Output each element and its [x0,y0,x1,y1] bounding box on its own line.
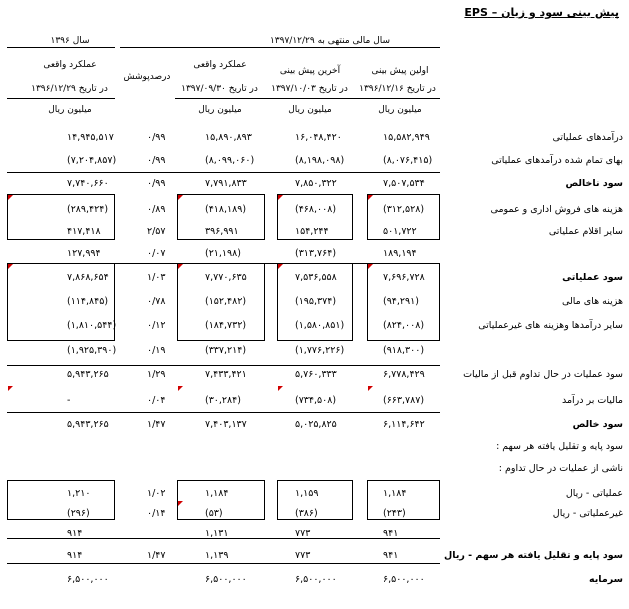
cell-c2: ۶,۵۰۰,۰۰۰ [295,574,337,585]
cell-c1: ۱۵,۵۸۲,۹۴۹ [383,132,430,143]
col1-header-line2: در تاریخ ۱۳۹۶/۱۲/۱۶ [359,84,436,94]
cell-c5: (۱,۸۱۰,۵۴۴) [67,320,117,331]
cell-c3: ۷,۷۷۰,۶۳۵ [205,272,247,283]
header-rule [7,98,115,99]
unit-label: میلیون ریال [378,105,422,115]
cell-c3: ۱,۱۸۴ [205,488,229,499]
cell-c5: ۵,۹۴۳,۲۶۵ [67,369,109,380]
cell-c5: ۷,۷۴۰,۶۶۰ [67,178,109,189]
cell-c4: ۱/۴۷ [147,550,166,561]
cell-c5: ۱۴,۹۴۵,۵۱۷ [67,132,114,143]
cell-c4: ۰/۰۷ [147,248,166,259]
cell-c3: ۱,۱۳۹ [205,550,229,561]
cell-c4: ۰/۹۹ [147,155,166,166]
col5-header-line2: در تاریخ ۱۳۹۶/۱۲/۲۹ [31,84,108,94]
table-row [0,504,629,524]
unit-label: میلیون ریال [48,105,92,115]
cell-c2: ۷,۸۵۰,۳۲۲ [295,178,337,189]
cell-c2: ۷۷۳ [295,550,311,561]
cell-c2: (۳۸۶) [295,508,318,519]
cell-c2: (۱,۵۸۰,۸۵۱) [295,320,345,331]
cell-c4: ۱/۲۹ [147,369,166,380]
cell-c5: ۹۱۴ [67,550,83,561]
cell-c2: ۵,۰۲۵,۸۲۵ [295,419,337,430]
cell-c5: (۱۱۴,۸۴۵) [67,296,109,307]
row-label: هزینه های فروش اداری و عمومی [490,204,623,215]
cell-c5: ۵,۹۴۳,۲۶۵ [67,419,109,430]
table-row [0,415,629,435]
table-row [0,459,629,479]
cell-c2: ۷۷۳ [295,528,311,539]
cell-c3: ۷,۷۹۱,۸۳۳ [205,178,247,189]
unit-label: میلیون ریال [288,105,332,115]
cell-c5: (۷,۲۰۴,۸۵۷) [67,155,117,166]
cell-c2: (۴۶۸,۰۰۸) [295,204,337,215]
table-row [0,200,629,220]
cell-c4: ۰/۹۹ [147,178,166,189]
cell-c2: ۵,۷۶۰,۳۳۳ [295,369,337,380]
cell-c1: ۷,۶۹۶,۷۲۸ [383,272,425,283]
unit-label: میلیون ریال [198,105,242,115]
cell-c5: ۱۲۷,۹۹۴ [67,248,101,259]
row-label: سود پایه و تقلیل یافته هر سهم : [496,441,623,452]
cell-c1: ۷,۵۰۷,۵۳۴ [383,178,425,189]
cell-c5: ۹۱۴ [67,528,83,539]
cell-c4: ۰/۰۴ [147,395,166,406]
table-row [0,484,629,504]
cell-c4: ۱/۰۲ [147,488,166,499]
cell-c3: (۱۸۴,۷۳۲) [205,320,247,331]
col4-header: درصدپوشش [123,72,171,82]
table-row [0,222,629,242]
subtotal-rule [7,412,440,413]
cell-c2: (۱۹۵,۳۷۴) [295,296,337,307]
table-row [0,244,629,264]
cell-c4: ۲/۵۷ [147,226,166,237]
cell-c1: ۹۴۱ [383,550,399,561]
cell-c1: (۶۶۳,۷۸۷) [383,395,425,406]
cell-c5: ۱,۲۱۰ [67,488,91,499]
table-row [0,524,629,544]
cell-c5: ۶,۵۰۰,۰۰۰ [67,574,109,585]
table-row [0,316,629,336]
cell-c2: (۸,۱۹۸,۰۹۸) [295,155,345,166]
cell-c3: (۴۱۸,۱۸۹) [205,204,247,215]
cell-c3: (۵۳) [205,508,223,519]
cell-c1: (۹۴,۲۹۱) [383,296,419,307]
cell-c1: (۸,۰۷۶,۴۱۵) [383,155,433,166]
table-row [0,292,629,312]
col2-header-line2: در تاریخ ۱۳۹۷/۱۰/۰۳ [271,84,348,94]
cell-c2: (۳۱۳,۷۶۴) [295,248,337,259]
cell-c2: ۷,۵۳۶,۵۵۸ [295,272,337,283]
cell-c3: (۲۱,۱۹۸) [205,248,241,259]
col2-header-line1: آخرین پیش بینی [279,66,341,76]
cell-c5: (۲۸۹,۴۲۴) [67,204,109,215]
cell-c4: ۰/۸۹ [147,204,166,215]
cell-c2: ۱,۱۵۹ [295,488,319,499]
cell-c5: (۱,۹۲۵,۳۹۰) [67,345,117,356]
cell-c2: (۷۳۴,۵۰۸) [295,395,337,406]
col3-header-line1: عملکرد واقعی [193,60,247,70]
cell-c3: ۷,۴۳۳,۴۲۱ [205,369,247,380]
header-group-current: سال مالی منتهی به ۱۳۹۷/۱۲/۲۹ [269,36,391,46]
row-label: سایر اقلام عملیاتی [548,226,623,237]
cell-c2: (۱,۷۷۶,۲۲۶) [295,345,345,356]
table-row [0,437,629,457]
subtotal-rule [7,172,440,173]
table-row [0,570,629,590]
row-label: سود عملیاتی [562,272,623,283]
cell-c3: (۱۵۲,۴۸۲) [205,296,247,307]
header-group-prior: سال ۱۳۹۶ [50,36,90,46]
row-label: سایر درآمدها وهزینه های غیرعملیاتی [478,320,623,331]
cell-c2: ۱۶,۰۴۸,۴۲۰ [295,132,342,143]
cell-c3: (۳۰,۲۸۴) [205,395,241,406]
row-label: عملیاتی - ریال [565,488,623,499]
col5-header-line1: عملکرد واقعی [43,60,97,70]
col1-header-line1: اولین پیش بینی [371,66,429,76]
cell-c3: ۱,۱۳۱ [205,528,229,539]
cell-c2: ۱۵۴,۲۴۴ [295,226,329,237]
row-label: هزینه های مالی [561,296,623,307]
cell-c5: - [67,395,71,406]
table-row [0,546,629,566]
row-label: ناشی از عملیات در حال تداوم : [498,463,623,474]
cell-c1: (۹۱۸,۳۰۰) [383,345,425,356]
row-label: سرمایه [588,574,623,585]
cell-c4: ۰/۱۲ [147,320,166,331]
cell-c5: ۴۱۷,۴۱۸ [67,226,101,237]
cell-c4: ۱/۰۳ [147,272,166,283]
row-label: درآمدهای عملیاتی [552,132,623,143]
row-label: بهای تمام شده درآمدهای عملیاتی [491,155,623,166]
table-row [0,128,629,148]
cell-c4: ۰/۱۴ [147,508,166,519]
cell-c1: (۲۴۳) [383,508,406,519]
row-label: سود عملیات در حال تداوم قبل از مالیات [463,369,623,380]
table-row [0,174,629,194]
cell-c1: ۶,۱۱۴,۶۴۲ [383,419,425,430]
cell-c1: ۵۰۱,۷۲۲ [383,226,417,237]
row-label: سود خالص [572,419,623,430]
cell-c4: ۰/۷۸ [147,296,166,307]
cell-c3: ۷,۴۰۳,۱۳۷ [205,419,247,430]
table-row [0,365,629,385]
cell-c3: (۳۳۷,۲۱۴) [205,345,247,356]
table-row [0,268,629,288]
row-label: سود ناخالص [565,178,623,189]
row-label: مالیات بر درآمد [561,395,623,406]
cell-c4: ۰/۹۹ [147,132,166,143]
header-rule-top [120,47,440,48]
cell-c1: ۱,۱۸۴ [383,488,407,499]
page-title: پیش بینی سود و زیان – EPS [464,6,619,19]
cell-c1: ۱۸۹,۱۹۴ [383,248,417,259]
row-label: سود پایه و تقلیل یافته هر سهم - ریال [444,550,623,561]
table-row [0,391,629,411]
cell-c1: ۹۴۱ [383,528,399,539]
cell-c3: (۸,۰۹۹,۰۶۰) [205,155,255,166]
row-label: غیرعملیاتی - ریال [552,508,623,519]
cell-c1: ۶,۵۰۰,۰۰۰ [383,574,425,585]
cell-c4: ۱/۴۷ [147,419,166,430]
cell-c4: ۰/۱۹ [147,345,166,356]
cell-c5: (۲۹۶) [67,508,90,519]
cell-c1: (۸۲۴,۰۰۸) [383,320,425,331]
col3-header-line2: در تاریخ ۱۳۹۷/۰۹/۳۰ [181,84,258,94]
cell-c5: ۷,۸۶۸,۶۵۴ [67,272,109,283]
cell-c1: (۳۱۲,۵۲۸) [383,204,425,215]
cell-c3: ۳۹۶,۹۹۱ [205,226,239,237]
cell-c3: ۶,۵۰۰,۰۰۰ [205,574,247,585]
table-row [0,151,629,171]
table-row [0,341,629,361]
cell-c3: ۱۵,۸۹۰,۸۹۳ [205,132,252,143]
header-rule-top [7,47,115,48]
cell-c1: ۶,۷۷۸,۴۲۹ [383,369,425,380]
header-rule [175,98,440,99]
